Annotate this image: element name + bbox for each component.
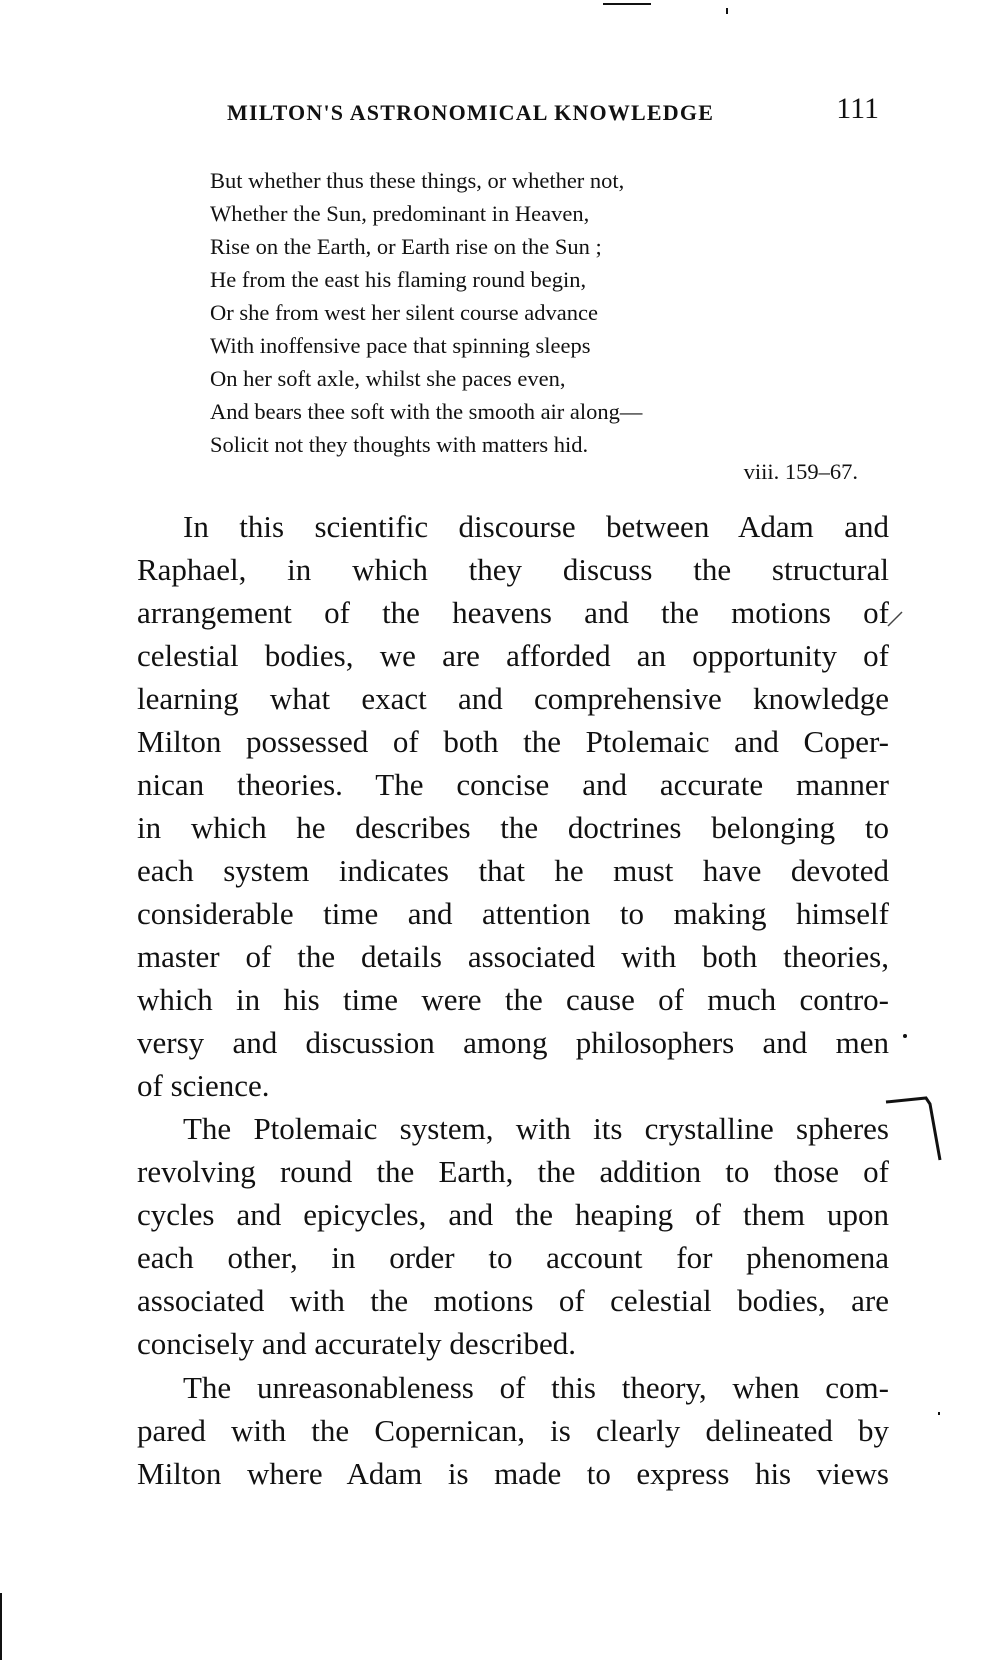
margin-tick-mark <box>886 610 906 630</box>
running-title: MILTON'S ASTRONOMICAL KNOWLEDGE <box>227 100 715 125</box>
text-line: The unreasonableness of this theory, when com- <box>183 1370 889 1405</box>
text-line: in which he describes the doctrines belonging to <box>137 810 889 845</box>
text-line: which in his time were the cause of much contro- <box>137 982 889 1017</box>
margin-dot <box>938 1412 940 1415</box>
running-head <box>227 92 887 132</box>
text-line: cycles and epicycles, and the heaping of them upon <box>137 1197 889 1232</box>
verse-quotation <box>210 164 870 461</box>
verse-line: Whether the Sun, predominant in Heaven, <box>210 201 590 226</box>
text-line: Milton where Adam is made to express his views <box>137 1456 889 1491</box>
verse-line: Rise on the Earth, or Earth rise on the Sun ; <box>210 234 602 259</box>
text-line: concisely and accurately described. <box>137 1326 576 1361</box>
verse-citation: viii. 159–67. <box>743 459 858 484</box>
paragraph-1 <box>137 505 889 1107</box>
text-line: each other, in order to account for phenomena <box>137 1240 889 1275</box>
text-line: learning what exact and comprehensive knowledge <box>137 681 889 716</box>
text-line: versy and discussion among philosophers and men <box>137 1025 889 1060</box>
text-line: revolving round the Earth, the addition to those of <box>137 1154 889 1189</box>
text-line: The Ptolemaic system, with its crystalline spheres <box>183 1111 889 1146</box>
text-line: each system indicates that he must have devoted <box>137 853 889 888</box>
text-line: pared with the Copernican, is clearly delineated by <box>137 1413 889 1448</box>
page-number: 111 <box>836 92 879 125</box>
text-line: Milton possessed of both the Ptolemaic and Coper- <box>137 724 889 759</box>
margin-bracket-mark <box>878 1090 948 1170</box>
text-line: In this scientific discourse between Adam and <box>183 509 889 544</box>
verse-line: Solicit not they thoughts with matters hid. <box>210 432 589 457</box>
verse-line: On her soft axle, whilst she paces even, <box>210 366 566 391</box>
text-line: arrangement of the heavens and the motions of <box>137 595 889 630</box>
text-line: considerable time and attention to making himself <box>137 896 889 931</box>
verse-line: But whether thus these things, or whether not, <box>210 168 625 193</box>
scan-edge-line <box>0 1593 2 1660</box>
text-line: nican theories. The concise and accurate manner <box>137 767 889 802</box>
verse-line: He from the east his flaming round begin, <box>210 267 587 292</box>
verse-line: With inoffensive pace that spinning sleeps <box>210 333 591 358</box>
verse-line: And bears thee soft with the smooth air along— <box>210 399 643 424</box>
paragraph-2 <box>137 1107 889 1365</box>
text-line: of science. <box>137 1068 270 1103</box>
text-line: Raphael, in which they discuss the structural <box>137 552 889 587</box>
text-line: associated with the motions of celestial bodies, are <box>137 1283 889 1318</box>
margin-dot <box>903 1034 907 1038</box>
text-line: celestial bodies, we are afforded an opportunity of <box>137 638 889 673</box>
scan-artifact <box>726 8 728 14</box>
verse-line: Or she from west her silent course advance <box>210 300 598 325</box>
scan-artifact <box>603 3 651 5</box>
paragraph-3 <box>137 1366 889 1495</box>
text-line: master of the details associated with both theories, <box>137 939 889 974</box>
